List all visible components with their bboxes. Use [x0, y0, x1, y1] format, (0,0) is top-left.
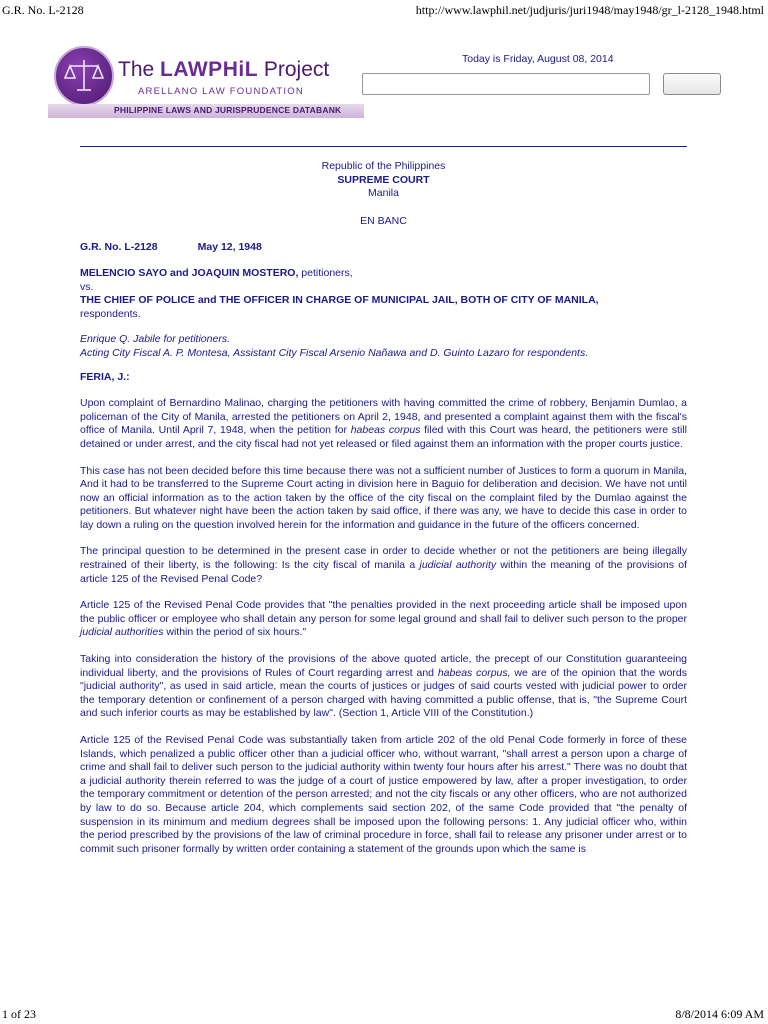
decision-document — [80, 160, 687, 856]
counsel-petitioners: Enrique Q. Jabile for petitioners. — [80, 333, 230, 346]
paragraph-3: The principal question to be determined in the present case in order to decide whether or not the petitioners are being illegally restrained of their liberty, is the following: Is the city fiscal of manila a judicial authority within the meaning of the provisions of article 125 of the Revised Penal Code? — [80, 545, 687, 585]
respondents-names: THE CHIEF OF POLICE and THE OFFICER IN CHARGE OF MUNICIPAL JAIL, BOTH OF CITY OF MANILA, — [80, 294, 599, 307]
republic-line: Republic of the Philippines — [321, 160, 446, 172]
ponente: FERIA, J.: — [80, 370, 130, 383]
header-divider — [80, 146, 687, 147]
print-footer-datetime: 8/8/2014 6:09 AM — [675, 1007, 764, 1021]
paragraph-4: Article 125 of the Revised Penal Code provides that "the penalties provided in the next proceeding article shall be imposed upon the public officer or employee who shall detain any person for some legal ground and shall fail to deliver such person to the proper judicial authorities within the period of six hours." — [80, 599, 687, 639]
search-button[interactable] — [663, 73, 721, 95]
search-input[interactable] — [362, 73, 650, 95]
logo-band: PHILIPPINE LAWS AND JURISPRUDENCE DATABANK — [48, 104, 364, 118]
paragraph-2: This case has not been decided before this time because there was not a sufficient number of Justices to form a quorum in Manila, And it had to be transferred to the Supreme Court acting in division here in Baguio for deliberation and decision. We have not until now an official information as to the action taken by the office of the city fiscal on the complaint filed by the Dumlao against the petitioners. But whatever night have been the action taken by said office, if there was any, we have to decide this case in order to lay down a ruling on the question involved herein for the information and guidance in the future of the officers concerned. — [80, 464, 687, 531]
court-city: Manila — [368, 187, 399, 200]
paragraph-5: Taking into consideration the history of the provisions of the above quoted article, the precept of our Constitution guaranteeing individual liberty, and the provisions of Rules of Court regarding arrest and habeas corpus, we are of the opinion that the words "judicial authority", as used in said article, mean the courts of justices or judges of said courts vested with judicial power to order the temporary detention or confinement of a person charged with having committed a public offense, that is, "the Supreme Court and such inferior courts as may be established by law". (Section 1, Article VIII of the Constitution.) — [80, 653, 687, 720]
court-name: SUPREME COURT — [337, 173, 430, 186]
petitioners-names: MELENCIO SAYO and JOAQUIN MOSTERO, — [80, 266, 299, 279]
division: EN BANC — [360, 214, 407, 227]
paragraph-1: Upon complaint of Bernardino Malinao, charging the petitioners with having committed the crime of robbery, Benjamin Dumlao, a policeman of the City of Manila, arrested the petitioners on April 2, 1948, and presented a complaint against them with the fiscal's office of Manila. Until April 7, 1948, when the petition for habeas corpus filed with this Court was heard, the petitioners were still detained or under arrest, and the city fiscal had not yet released or filed against them an information with the proper courts justice. — [80, 397, 687, 450]
gr-number: G.R. No. L-2128 — [80, 241, 158, 254]
logo-subtitle: ARELLANO LAW FOUNDATION — [138, 86, 304, 97]
decision-date: May 12, 1948 — [197, 241, 262, 254]
scales-of-justice-icon — [54, 46, 114, 106]
logo-title: The LAWPHiL Project — [118, 58, 330, 81]
counsel-respondents: Acting City Fiscal A. P. Montesa, Assistant City Fiscal Arsenio Nañawa and D. Guinto Lazaro for respondents. — [80, 346, 589, 359]
counsel — [80, 333, 687, 360]
print-header-title: G.R. No. L-2128 — [2, 3, 84, 17]
print-footer-page: 1 of 23 — [2, 1007, 36, 1021]
versus: vs. — [80, 280, 94, 293]
respondents-label: respondents. — [80, 307, 141, 320]
lawphil-logo[interactable] — [48, 44, 364, 120]
today-date: Today is Friday, August 08, 2014 — [462, 53, 614, 65]
petitioners-label: petitioners, — [298, 266, 353, 279]
paragraph-6: Article 125 of the Revised Penal Code was substantially taken from article 202 of the old Penal Code formerly in force of these Islands, which penalized a public officer other than a judicial officer who, without warrant, "shall arrest a person upon a charge of crime and shall fail to deliver such person to the judicial authority within twenty four hours after his arrest." There was no doubt that a judicial authority therein referred to was the judge of a court of justice empowered by law, after a proper investigation, to order the temporary commitment or detention of the person arrested; and not the city fiscals or any other officers, who are not authorized by law to do so. Because article 204, which complements said section 202, of the same Code provided that "the penalty of suspension in its minimum and medium degrees shall be imposed upon the following persons: 1. Any judicial officer who, within the period prescribed by the provisions of the law of criminal procedure in force, shall fail to release any prisoner under arrest or to commit such prisoner formally by written order containing a statement of the grounds upon which the same is — [80, 734, 687, 855]
print-header-url: http://www.lawphil.net/judjuris/juri1948/may1948/gr_l-2128_1948.html — [415, 3, 764, 17]
case-number-line — [80, 241, 687, 255]
court-header — [80, 160, 687, 201]
case-parties — [80, 267, 687, 321]
